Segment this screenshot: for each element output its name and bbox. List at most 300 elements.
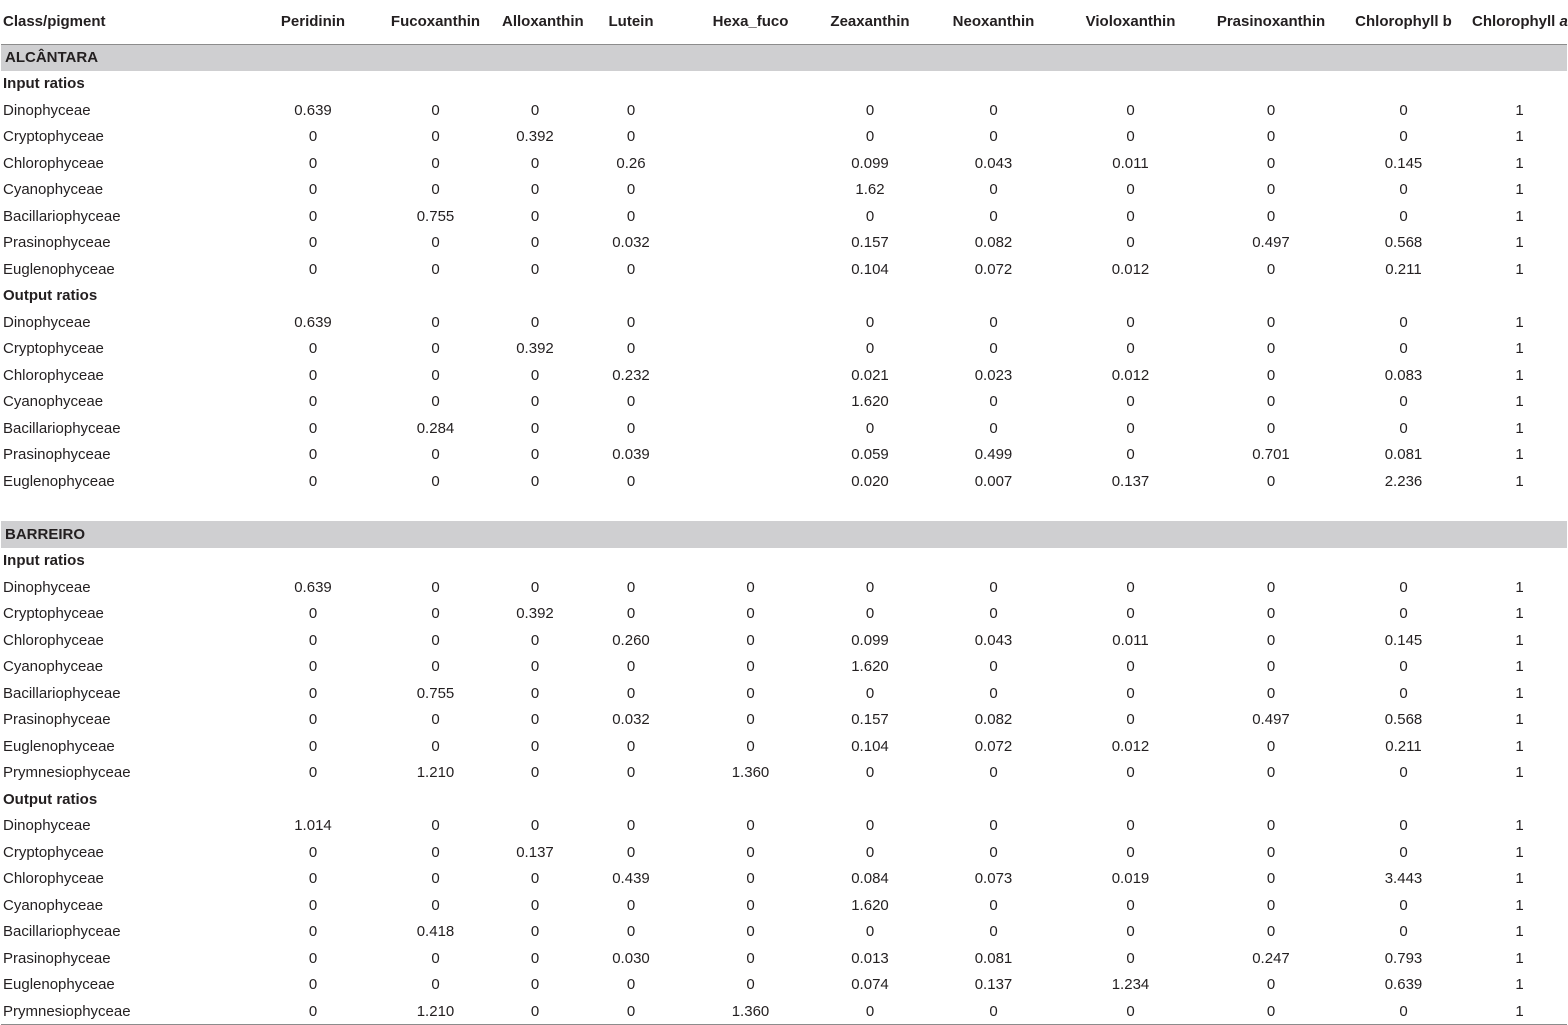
table-cell: 1 — [1515, 472, 1524, 490]
table-cell: 1 — [1515, 658, 1524, 676]
table-cell: 0 — [431, 101, 440, 119]
table-cell: 0 — [568, 998, 694, 1025]
table-cell: 0 — [530, 711, 540, 729]
table-cell: 0.568 — [1384, 711, 1423, 729]
table-cell: 0 — [1266, 658, 1276, 676]
table-cell: 0 — [1126, 340, 1135, 358]
table-cell: 0 — [308, 923, 318, 941]
table-cell: 1 — [1515, 896, 1524, 914]
table-cell: 0.082 — [974, 711, 1013, 729]
table-cell: 1.234 — [1111, 976, 1150, 994]
table-cell: 0.072 — [974, 737, 1013, 755]
table-cell: 0 — [530, 472, 540, 490]
table-cell: 0 — [431, 260, 440, 278]
table-cell: 0.104 — [851, 737, 889, 755]
table-cell: 1.360 — [694, 998, 807, 1025]
table-cell: 0 — [530, 896, 540, 914]
table-cell: 0.059 — [851, 446, 889, 464]
table-cell: 0.755 — [416, 207, 455, 225]
table-cell: 0.099 — [851, 631, 889, 649]
table-cell: 0.497 — [1252, 234, 1290, 252]
group-label: Input ratios — [3, 75, 85, 93]
table-cell: 0 — [1126, 658, 1135, 676]
table-cell: 1.360 — [731, 764, 770, 782]
table-row — [1, 866, 1567, 893]
table-cell: 0 — [989, 181, 998, 199]
table-cell: 0 — [1266, 207, 1276, 225]
table-cell: 1 — [1515, 260, 1524, 278]
table-cell: 0 — [989, 764, 998, 782]
table-row — [1, 945, 1567, 972]
table-cell: 0 — [1335, 998, 1472, 1025]
table-cell: 0 — [626, 260, 636, 278]
table-cell: 2.236 — [1384, 472, 1423, 490]
table-cell: 0.392 — [516, 340, 554, 358]
table-cell: 0.639 — [294, 578, 332, 596]
table-cell: 0 — [989, 393, 998, 411]
table-cell: 0 — [933, 998, 1054, 1025]
column-header-alloxanthin: Alloxanthin — [502, 0, 568, 44]
table-cell: 0 — [626, 843, 636, 861]
table-row — [1, 839, 1567, 866]
table-cell: 0 — [530, 578, 540, 596]
table-cell: 0.137 — [1111, 472, 1150, 490]
table-cell: 0.639 — [1384, 976, 1423, 994]
table-cell: 0 — [1126, 764, 1135, 782]
table-cell: 0 — [989, 923, 998, 941]
table-cell: 0.023 — [974, 366, 1013, 384]
table-cell: 0 — [626, 684, 636, 702]
table-cell: 0 — [1266, 340, 1276, 358]
table-cell: 1 — [1515, 419, 1524, 437]
table-cell: 0 — [308, 472, 318, 490]
table-cell: 0.082 — [974, 234, 1013, 252]
table-cell: 0 — [1266, 393, 1276, 411]
table-cell: 0 — [626, 181, 636, 199]
table-cell: 0 — [746, 684, 755, 702]
table-cell: 0 — [1266, 631, 1276, 649]
table-cell: 0 — [308, 340, 318, 358]
table-cell: 0 — [530, 737, 540, 755]
table-cell: 0.211 — [1385, 260, 1422, 278]
table-cell — [694, 124, 807, 151]
column-header-fucoxanthin: Fucoxanthin — [369, 0, 502, 44]
table-cell: 0.137 — [516, 843, 554, 861]
table-cell: 1 — [1515, 870, 1524, 888]
table-row — [1, 203, 1567, 230]
group-label: Output ratios — [3, 287, 98, 305]
table-cell: 1 — [1515, 313, 1524, 331]
table-cell: 1 — [1515, 101, 1524, 119]
table-cell: 0.439 — [612, 870, 650, 888]
table-cell: 0 — [746, 923, 755, 941]
table-cell: 0.012 — [1111, 366, 1150, 384]
table-row — [1, 760, 1567, 787]
table-cell: 0 — [530, 684, 540, 702]
table-cell: 0 — [989, 843, 998, 861]
table-cell: 0.099 — [851, 154, 889, 172]
table-cell: 1.210 — [369, 998, 502, 1025]
table-row — [1, 707, 1567, 734]
table-cell: 0 — [1126, 817, 1135, 835]
table-cell: 0.020 — [851, 472, 889, 490]
table-cell: 0 — [308, 446, 318, 464]
table-cell: 0 — [989, 419, 998, 437]
table-cell — [694, 309, 807, 336]
table-cell: 1.62 — [855, 181, 885, 199]
table-cell: 0 — [257, 998, 369, 1025]
table-cell: 0 — [308, 181, 318, 199]
table-cell: 0 — [989, 817, 998, 835]
table-cell: 0 — [989, 578, 998, 596]
table-cell: 0 — [1399, 101, 1408, 119]
table-cell: 1.620 — [851, 896, 889, 914]
table-cell: 0 — [746, 976, 755, 994]
table-cell: 1 — [1515, 737, 1524, 755]
table-cell — [694, 389, 807, 416]
table-cell: 0 — [1266, 870, 1276, 888]
table-cell — [694, 415, 807, 442]
table-cell: 1 — [1515, 843, 1524, 861]
table-cell: 0.081 — [974, 949, 1013, 967]
row-label: Chlorophyceae — [3, 870, 104, 888]
table-cell: 0.083 — [1384, 366, 1423, 384]
table-row — [1, 813, 1567, 840]
group-header-row — [1, 71, 1567, 98]
table-cell: 0 — [1399, 658, 1408, 676]
table-cell: 0 — [865, 843, 875, 861]
table-cell: 0 — [502, 998, 568, 1025]
table-cell: 0 — [308, 843, 318, 861]
table-cell: 0.007 — [974, 472, 1013, 490]
table-cell: 0 — [865, 605, 875, 623]
table-cell: 0 — [431, 393, 440, 411]
row-label: Dinophyceae — [3, 101, 91, 119]
table-cell: 0.157 — [851, 234, 889, 252]
table-cell: 0 — [308, 207, 318, 225]
table-cell: 0 — [989, 896, 998, 914]
table-cell: 0 — [1126, 843, 1135, 861]
table-cell: 0 — [989, 207, 998, 225]
table-cell: 0.074 — [851, 976, 889, 994]
table-cell: 0.043 — [974, 631, 1013, 649]
table-cell: 0.084 — [851, 870, 889, 888]
table-cell: 0 — [1266, 154, 1276, 172]
table-cell: 0 — [431, 737, 440, 755]
row-label: Chlorophyceae — [3, 366, 104, 384]
table-cell: 0 — [431, 631, 440, 649]
table-cell: 0 — [530, 976, 540, 994]
table-cell: 0 — [308, 896, 318, 914]
table-row — [1, 336, 1567, 363]
table-cell: 0 — [530, 949, 540, 967]
table-cell: 0 — [626, 207, 636, 225]
table-cell: 0 — [1126, 181, 1135, 199]
table-cell: 0 — [626, 340, 636, 358]
table-cell: 0 — [865, 923, 875, 941]
column-header-violoxanthin: Violoxanthin — [1054, 0, 1207, 44]
table-cell: 0 — [1126, 393, 1135, 411]
table-cell: 0.755 — [416, 684, 455, 702]
table-cell: 0 — [1126, 949, 1135, 967]
table-cell: 1 — [1515, 393, 1524, 411]
table-cell: 1 — [1515, 949, 1524, 967]
table-cell: 0.021 — [851, 366, 889, 384]
row-label: Cryptophyceae — [3, 605, 104, 623]
group-header-row — [1, 548, 1567, 575]
table-cell: 0 — [530, 393, 540, 411]
table-cell: 1 — [1515, 207, 1524, 225]
table-cell: 1 — [1515, 446, 1524, 464]
table-cell: 0 — [1126, 684, 1135, 702]
table-cell: 0 — [308, 976, 318, 994]
table-cell: 0 — [1399, 843, 1408, 861]
table-cell: 0 — [865, 817, 875, 835]
table-row — [1, 309, 1567, 336]
table-cell: 0 — [431, 896, 440, 914]
section-header-row — [1, 521, 1567, 548]
table-cell: 0 — [746, 658, 755, 676]
table-cell: 0 — [530, 870, 540, 888]
table-cell: 0 — [1399, 605, 1408, 623]
table-cell: 0.639 — [294, 313, 332, 331]
table-row — [1, 892, 1567, 919]
table-row — [1, 733, 1567, 760]
table-cell — [694, 97, 807, 124]
row-label: Euglenophyceae — [3, 737, 115, 755]
table-cell: 0 — [1399, 764, 1408, 782]
table-row — [1, 574, 1567, 601]
row-label: Cyanophyceae — [3, 393, 104, 411]
table-cell: 0.012 — [1111, 737, 1150, 755]
table-cell: 0.568 — [1384, 234, 1423, 252]
table-cell: 0 — [308, 658, 318, 676]
table-cell: 0.639 — [294, 101, 332, 119]
table-cell: 0 — [1126, 419, 1135, 437]
table-cell: 0 — [431, 843, 440, 861]
table-cell: 0 — [807, 998, 933, 1025]
table-cell: 0 — [865, 764, 875, 782]
table-cell: 0 — [431, 976, 440, 994]
table-cell: 0 — [530, 764, 540, 782]
table-cell: 0 — [530, 234, 540, 252]
table-row — [1, 230, 1567, 257]
table-cell: 1 — [1515, 764, 1524, 782]
table-cell — [694, 468, 807, 495]
table-cell: 0 — [626, 976, 636, 994]
table-cell: 0 — [626, 923, 636, 941]
table-cell: 0.043 — [974, 154, 1013, 172]
table-cell: 0 — [989, 313, 998, 331]
table-cell: 1 — [1515, 976, 1524, 994]
table-cell: 0 — [308, 949, 318, 967]
table-cell: 0 — [626, 313, 636, 331]
table-cell: 0.145 — [1384, 154, 1423, 172]
table-cell: 0 — [530, 631, 540, 649]
table-row — [1, 442, 1567, 469]
table-cell: 0 — [1399, 207, 1408, 225]
table-cell: 0 — [626, 101, 636, 119]
table-cell: 0 — [530, 260, 540, 278]
table-cell: 0 — [865, 578, 875, 596]
table-cell: 0.011 — [1112, 154, 1149, 172]
table-row — [1, 415, 1567, 442]
table-cell: 0 — [626, 605, 636, 623]
column-header-hexa-fuco: Hexa_fuco — [694, 0, 807, 44]
table-row — [1, 362, 1567, 389]
table-cell: 0.701 — [1252, 446, 1290, 464]
row-label: Prymnesiophyceae — [3, 764, 131, 782]
table-cell: 0.019 — [1111, 870, 1150, 888]
row-label: Cyanophyceae — [3, 896, 104, 914]
table-cell: 0 — [746, 870, 755, 888]
section-name: BARREIRO — [1, 521, 1567, 548]
table-cell — [694, 230, 807, 257]
row-label: Bacillariophyceae — [3, 684, 121, 702]
table-cell: 0 — [865, 340, 875, 358]
table-cell: 1 — [1515, 711, 1524, 729]
table-cell: 0 — [1266, 684, 1276, 702]
table-row — [1, 654, 1567, 681]
table-cell: 0 — [865, 684, 875, 702]
table-cell: 3.443 — [1384, 870, 1423, 888]
table-cell: 0.032 — [612, 234, 650, 252]
table-cell: 0 — [308, 128, 318, 146]
table-cell: 0 — [1126, 923, 1135, 941]
table-cell: 0 — [1126, 711, 1135, 729]
table-cell: 0 — [431, 578, 440, 596]
table-cell: 0.26 — [616, 154, 646, 172]
table-cell — [694, 336, 807, 363]
table-cell — [694, 177, 807, 204]
table-cell: 0 — [1399, 578, 1408, 596]
table-cell: 0 — [626, 737, 636, 755]
table-cell: 0 — [1266, 817, 1276, 835]
table-cell: 0 — [989, 605, 998, 623]
table-cell: 0 — [1399, 817, 1408, 835]
column-header-prasinoxanthin: Prasinoxanthin — [1207, 0, 1335, 44]
section-header-row — [1, 44, 1567, 71]
group-header-row — [1, 786, 1567, 813]
table-cell: 0 — [1399, 419, 1408, 437]
table-cell: 0 — [1207, 998, 1335, 1025]
table-cell: 1 — [1515, 366, 1524, 384]
table-cell: 0 — [308, 419, 318, 437]
table-cell: 0 — [865, 101, 875, 119]
table-cell: 0 — [431, 711, 440, 729]
table-cell: 0 — [626, 764, 636, 782]
table-cell: 0.073 — [974, 870, 1013, 888]
pigment-ratio-table — [1, 0, 1567, 1025]
table-cell: 0 — [1266, 260, 1276, 278]
column-header-peridinin: Peridinin — [257, 0, 369, 44]
table-cell: 0 — [431, 366, 440, 384]
table-cell: 0 — [626, 128, 636, 146]
table-cell: 0 — [746, 843, 755, 861]
table-cell: 0 — [865, 313, 875, 331]
row-label: Chlorophyceae — [3, 154, 104, 172]
row-label: Bacillariophyceae — [3, 923, 121, 941]
table-cell: 1 — [1515, 154, 1524, 172]
row-label: Prasinophyceae — [3, 234, 111, 252]
table-cell: 0 — [431, 128, 440, 146]
table-cell: 0.011 — [1112, 631, 1149, 649]
row-label: Chlorophyceae — [3, 631, 104, 649]
table-cell: 0 — [308, 605, 318, 623]
table-row — [1, 601, 1567, 628]
row-label: Cryptophyceae — [3, 340, 104, 358]
table-cell — [694, 203, 807, 230]
table-cell: 0 — [1399, 181, 1408, 199]
table-cell: 0 — [865, 128, 875, 146]
table-cell: 0 — [530, 923, 540, 941]
table-cell: 0 — [626, 658, 636, 676]
row-label: Cyanophyceae — [3, 181, 104, 199]
table-cell: 0 — [431, 446, 440, 464]
table-cell — [694, 442, 807, 469]
table-cell: 0 — [989, 658, 998, 676]
table-cell: 0.013 — [851, 949, 889, 967]
table-cell: 0 — [626, 896, 636, 914]
table-cell: 0 — [530, 101, 540, 119]
table-cell: 0 — [746, 817, 755, 835]
table-cell: 1 — [1515, 817, 1524, 835]
table-cell: 0.145 — [1384, 631, 1423, 649]
table-cell: 0 — [626, 419, 636, 437]
table-cell: 0.030 — [612, 949, 650, 967]
table-cell: 0 — [431, 658, 440, 676]
table-cell: 0 — [308, 631, 318, 649]
group-label: Input ratios — [3, 552, 85, 570]
table-cell: 1 — [1515, 631, 1524, 649]
table-cell: 0 — [746, 605, 755, 623]
table-cell: 1.014 — [294, 817, 332, 835]
row-label: Euglenophyceae — [3, 472, 115, 490]
table-cell: 0.211 — [1385, 737, 1422, 755]
table-cell: 1 — [1515, 923, 1524, 941]
table-cell: 0 — [431, 817, 440, 835]
row-label: Prasinophyceae — [3, 949, 111, 967]
table-row — [1, 919, 1567, 946]
table-cell: 0.392 — [516, 128, 554, 146]
table-cell: 0 — [1399, 896, 1408, 914]
table-cell: 0 — [989, 101, 998, 119]
row-label: Prasinophyceae — [3, 446, 111, 464]
table-cell: 0 — [431, 340, 440, 358]
row-label: Bacillariophyceae — [3, 207, 121, 225]
table-cell: 0 — [1399, 684, 1408, 702]
column-header-lutein: Lutein — [568, 0, 694, 44]
table-cell: 0 — [989, 684, 998, 702]
table-cell: 0 — [1266, 764, 1276, 782]
table-cell: 0 — [431, 472, 440, 490]
table-cell: 0 — [431, 949, 440, 967]
table-cell: 1 — [1515, 684, 1524, 702]
table-cell: 0 — [626, 578, 636, 596]
table-cell: 0 — [308, 764, 318, 782]
table-cell: 0 — [1126, 207, 1135, 225]
table-cell: 1.620 — [851, 658, 889, 676]
table-row — [1, 256, 1567, 283]
row-label: Cyanophyceae — [3, 658, 104, 676]
table-cell: 0 — [530, 366, 540, 384]
table-cell — [694, 362, 807, 389]
table-cell: 1 — [1472, 998, 1567, 1025]
table-cell: 0 — [989, 340, 998, 358]
table-cell: 0 — [431, 870, 440, 888]
table-cell: 1 — [1515, 234, 1524, 252]
table-cell: 0 — [1266, 843, 1276, 861]
